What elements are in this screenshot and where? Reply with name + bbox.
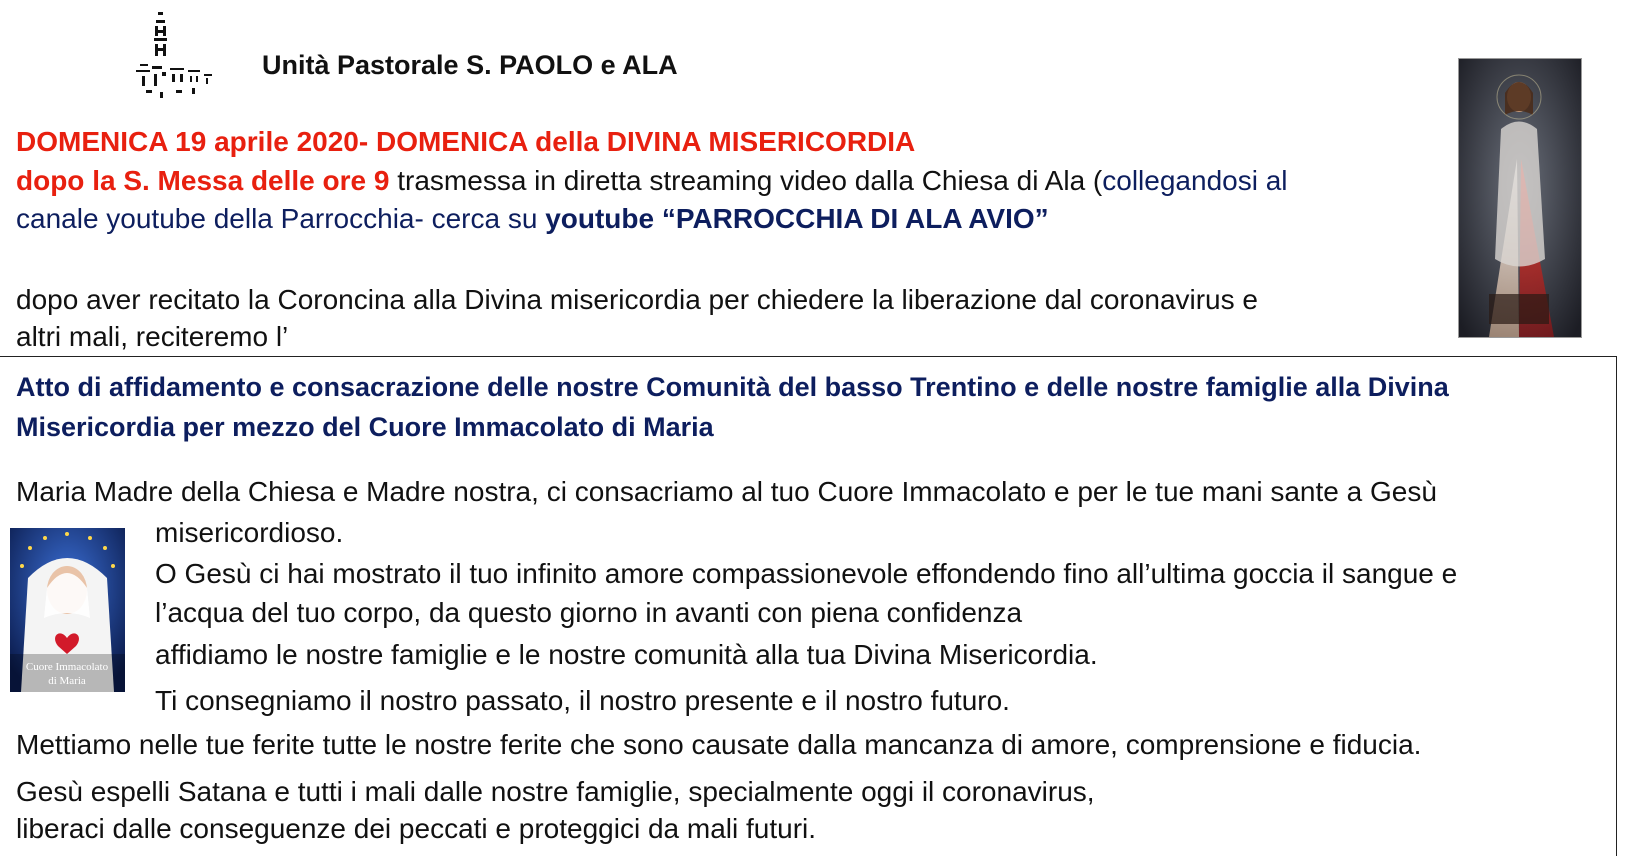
prayer-heading-line-1: Atto di affidamento e consacrazione delle nostre Comunità del basso Trentino e delle nostre famiglie alla Divina: [16, 372, 1449, 402]
divine-mercy-image: [1458, 58, 1582, 338]
event-title: DOMENICA 19 aprile 2020- DOMENICA della DIVINA MISERICORDIA: [16, 126, 916, 157]
prayer-line-4: l’acqua del tuo corpo, da questo giorno in avanti con piena confidenza: [155, 597, 1023, 628]
youtube-line: [16, 202, 1049, 236]
youtube-search-term: youtube “PARROCCHIA DI ALA AVIO”: [545, 203, 1049, 234]
mary-caption-1: Cuore Immacolato: [25, 661, 109, 673]
parish-name: Unità Pastorale S. PAOLO e ALA: [262, 50, 678, 80]
stream-info-line: [16, 164, 1288, 198]
prayer-line-1: Maria Madre della Chiesa e Madre nostra, ci consacriamo al tuo Cuore Immacolato e per le tue mani sante a Gesù: [16, 476, 1437, 507]
prayer-line-6: Ti consegniamo il nostro passato, il nostro presente e il nostro futuro.: [155, 685, 1010, 716]
prayer-heading-line-2: Misericordia per mezzo del Cuore Immacolato di Maria: [16, 412, 714, 442]
prayer-line-7: Mettiamo nelle tue ferite tutte le nostre ferite che sono causate dalla mancanza di amore, comprensione e fiducia.: [16, 729, 1422, 760]
youtube-channel-text: canale youtube della Parrocchia- cerca su: [16, 203, 546, 234]
immaculate-heart-image: [10, 528, 125, 692]
prayer-line-3: O Gesù ci hai mostrato il tuo infinito amore compassionevole effondendo fino all’ultima goccia il sangue e: [155, 558, 1458, 589]
stream-info: trasmessa in diretta streaming video dalla Chiesa di Ala (: [389, 165, 1103, 196]
mary-caption-2: di Maria: [48, 675, 86, 687]
intro-paragraph-line-1: dopo aver recitato la Coroncina alla Divina misericordia per chiedere la liberazione dal coronavirus e: [16, 284, 1258, 315]
prayer-line-8: Gesù espelli Satana e tutti i mali dalle nostre famiglie, specialmente oggi il coronavirus,: [16, 776, 1095, 807]
prayer-line-9: liberaci dalle conseguenze dei peccati e proteggici da mali futuri.: [16, 813, 817, 844]
prayer-line-5: affidiamo le nostre famiglie e le nostre comunità alla tua Divina Misericordia.: [155, 639, 1098, 670]
prayer-line-2: misericordioso.: [155, 517, 344, 548]
intro-paragraph-line-2: altri mali, reciteremo l’: [16, 321, 289, 352]
youtube-hint: collegandosi al: [1102, 165, 1288, 196]
mass-time: dopo la S. Messa delle ore 9: [16, 165, 390, 196]
church-logo-icon: [132, 8, 220, 104]
